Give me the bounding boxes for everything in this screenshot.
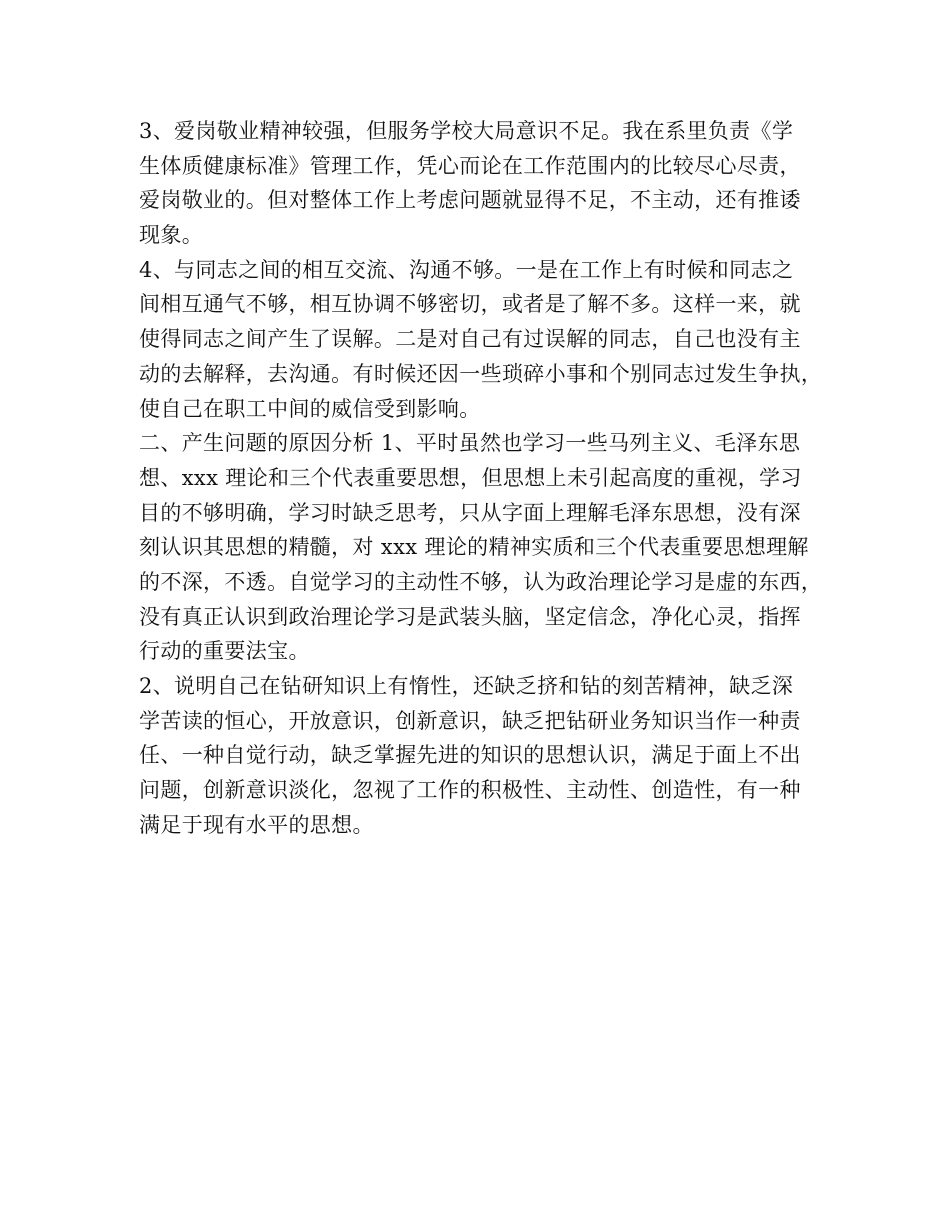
text-line: 行动的重要法宝。 xyxy=(139,639,310,664)
document-body xyxy=(139,114,823,842)
text-line: 刻认识其思想的精髓，对 xxx 理论的精神实质和三个代表重要思想理解 xyxy=(139,535,809,560)
text-line: 2、说明自己在钻研知识上有惰性，还缺乏挤和钻的刻苦精神，缺乏深 xyxy=(139,674,794,698)
paragraph-cause-analysis xyxy=(139,426,823,669)
text-line: 爱岗敬业的。但对整体工作上考虑问题就显得不足，不主动，还有推诿 xyxy=(139,188,801,213)
text-line: 学苦读的恒心，开放意识，创新意识，缺乏把钻研业务知识当作一种责 xyxy=(139,708,801,733)
text-line: 动的去解释，去沟通。有时候还因一些琐碎小事和个别同志过发生争执， xyxy=(139,361,823,386)
text-line: 的不深，不透。自觉学习的主动性不够，认为政治理论学习是虚的东西， xyxy=(139,569,823,594)
text-line: 问题，创新意识淡化，忽视了工作的积极性、主动性、创造性，有一种 xyxy=(139,778,801,803)
text-line: 想、xxx 理论和三个代表重要思想，但思想上未引起高度的重视，学习 xyxy=(139,465,802,490)
text-line: 生体质健康标准》管理工作，凭心而论在工作范围内的比较尽心尽责， xyxy=(139,153,801,178)
text-line: 间相互通气不够，相互协调不够密切，或者是了解不多。这样一来，就 xyxy=(139,292,801,317)
text-line: 3、爱岗敬业精神较强，但服务学校大局意识不足。我在系里负责《学 xyxy=(139,119,794,143)
text-line: 任、一种自觉行动，缺乏掌握先进的知识的思想认识，满足于面上不出 xyxy=(139,743,801,768)
text-line: 现象。 xyxy=(139,223,204,248)
text-line: 满足于现有水平的思想。 xyxy=(139,812,374,837)
paragraph-point-3 xyxy=(139,114,819,253)
text-line: 没有真正认识到政治理论学习是武装头脑，坚定信念，净化心灵，指挥 xyxy=(139,604,801,629)
text-line: 目的不够明确，学习时缺乏思考，只从字面上理解毛泽东思想，没有深 xyxy=(139,500,801,525)
text-line: 使得同志之间产生了误解。二是对自己有过误解的同志，自己也没有主 xyxy=(139,327,801,352)
paragraph-point-4 xyxy=(139,253,823,426)
paragraph-point-2 xyxy=(139,669,819,842)
text-line: 二、产生问题的原因分析 1、平时虽然也学习一些马列主义、毛泽东思 xyxy=(139,431,801,456)
text-line: 4、与同志之间的相互交流、沟通不够。一是在工作上有时候和同志之 xyxy=(139,257,794,282)
text-line: 使自己在职工中间的威信受到影响。 xyxy=(139,396,481,421)
